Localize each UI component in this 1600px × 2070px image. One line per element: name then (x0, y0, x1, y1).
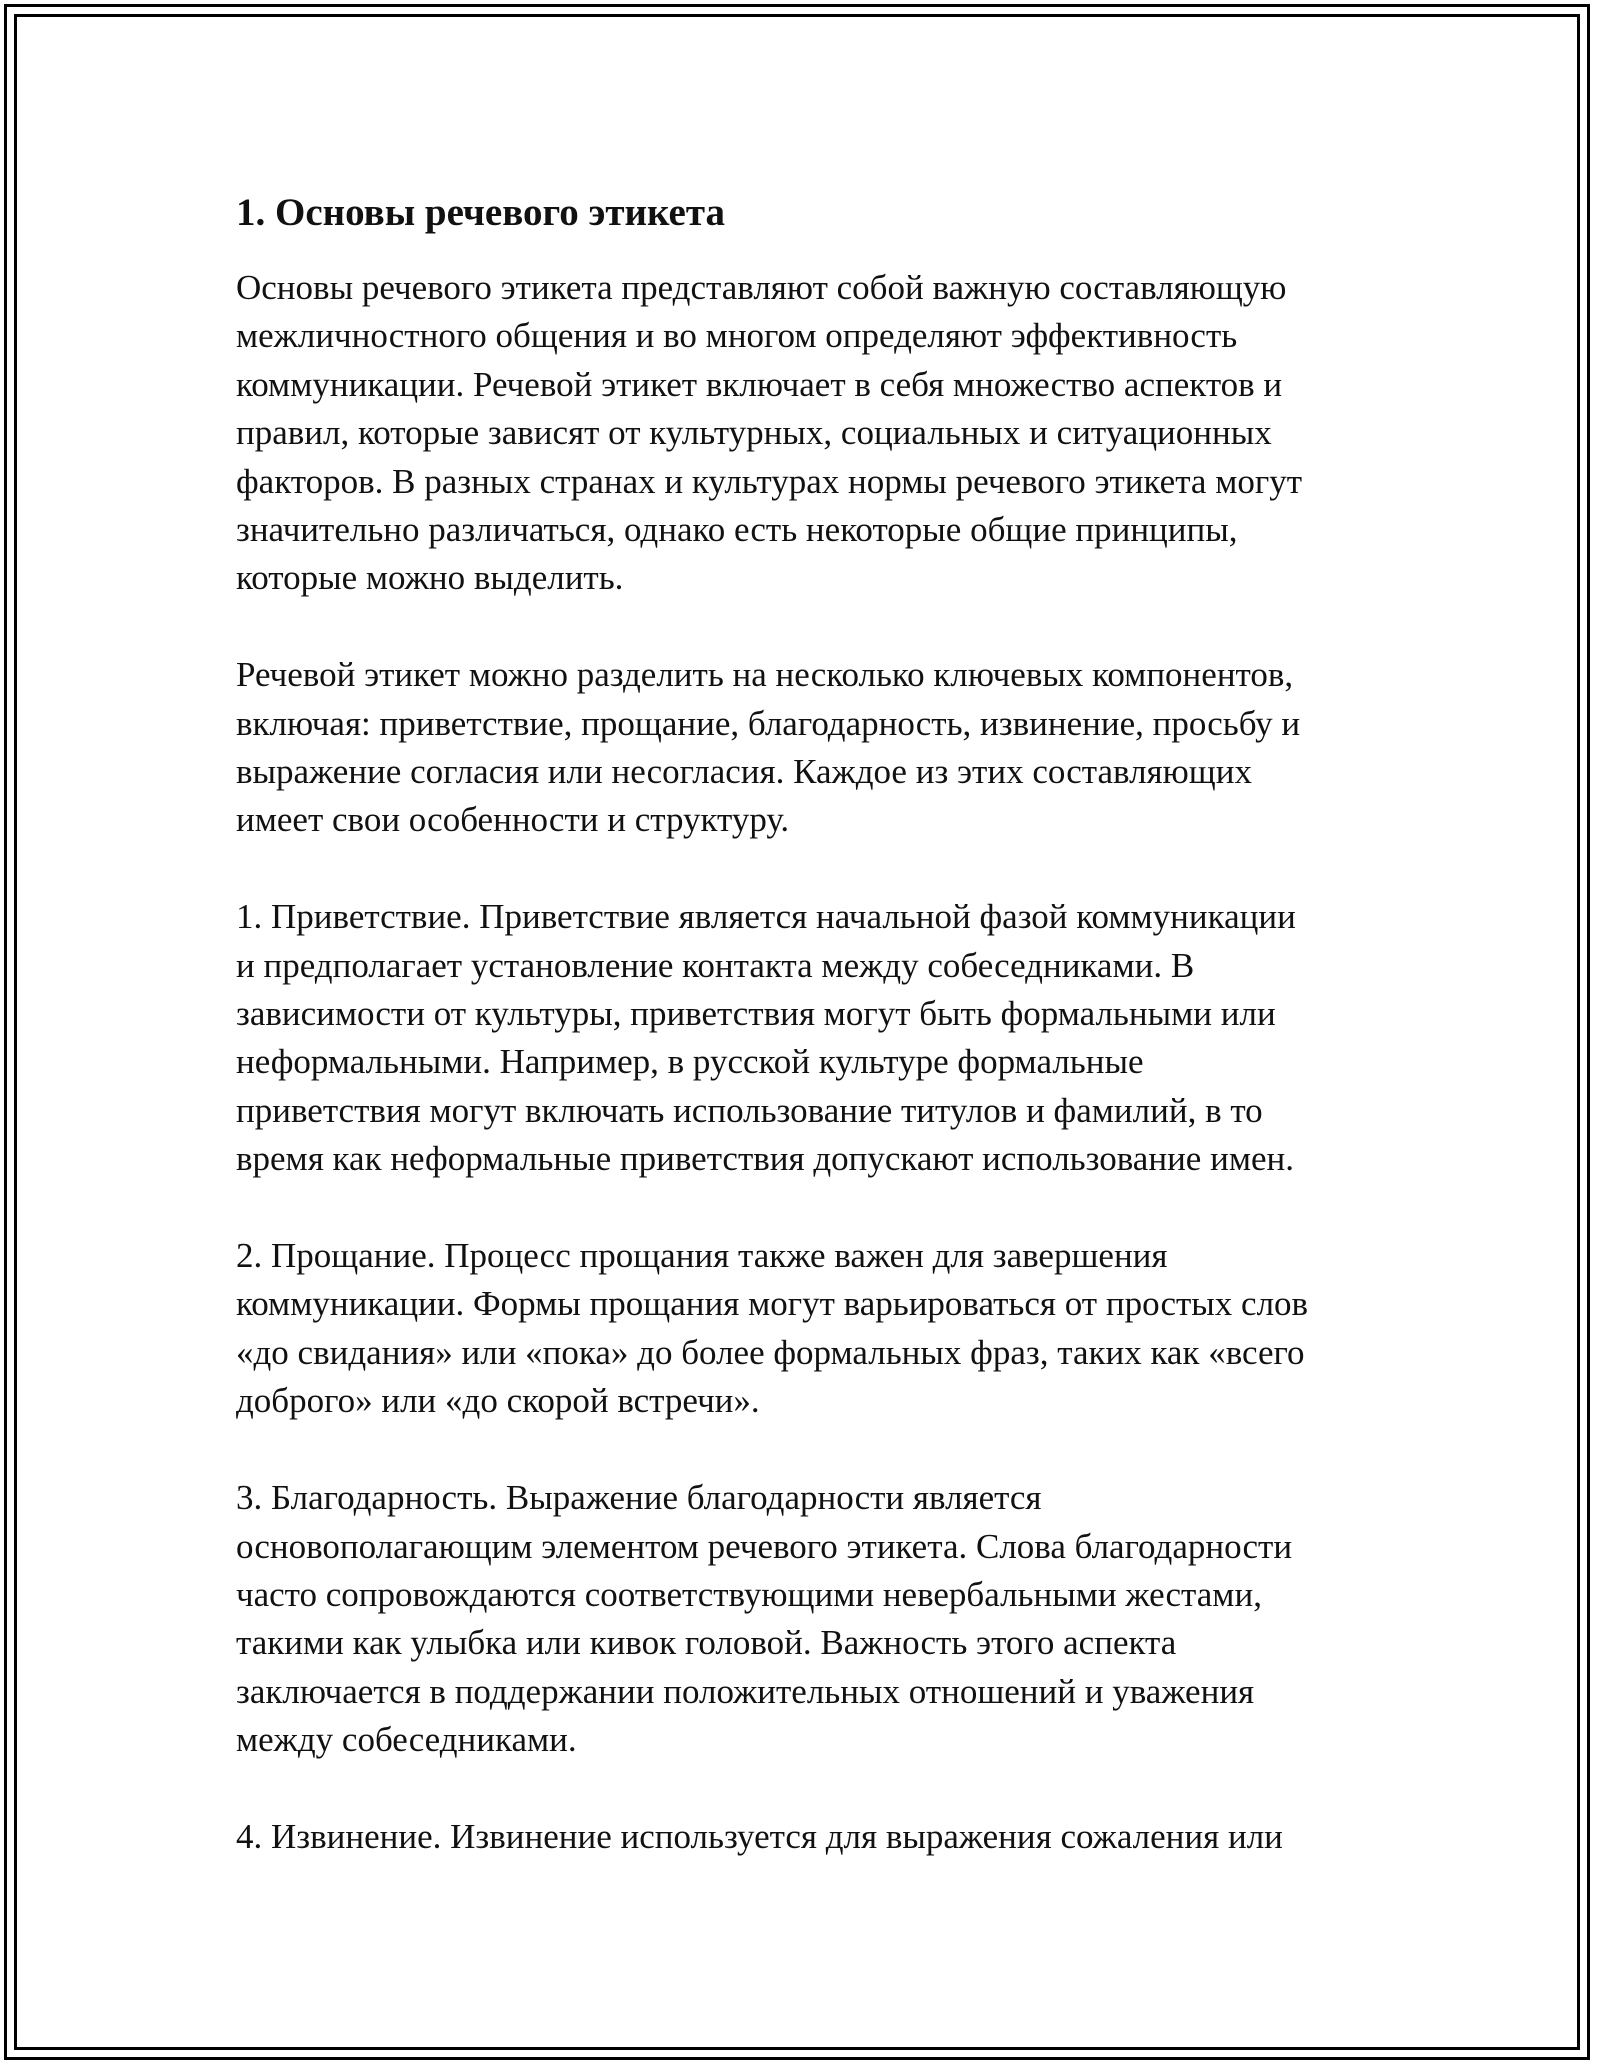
text-line: основополагающим элементом речевого этикета. Слова благодарности (236, 1526, 1293, 1566)
text-line: которые можно выделить. (236, 558, 624, 598)
document-body (236, 182, 1376, 1861)
text-line: зависимости от культуры, приветствия могут быть формальными или (236, 994, 1276, 1034)
text-line: 3. Благодарность. Выражение благодарности является (236, 1478, 1042, 1518)
paragraph-break (236, 845, 1376, 893)
text-line: между собеседниками. (236, 1720, 577, 1760)
text-line: Речевой этикет можно разделить на несколько ключевых компонентов, (236, 655, 1294, 695)
paragraph-break (236, 603, 1376, 651)
text-line: неформальными. Например, в русской культуре формальные (236, 1042, 1144, 1082)
text-line: «до свидания» или «пока» до более формальных фраз, таких как «всего (236, 1332, 1305, 1372)
text-line: выражение согласия или несогласия. Каждое из этих составляющих (236, 752, 1252, 792)
text-line: имеет свои особенности и структуру. (236, 800, 790, 840)
text-line: коммуникации. Речевой этикет включает в себя множество аспектов и (236, 364, 1283, 404)
paragraph-break (236, 1184, 1376, 1232)
paragraph-break (236, 1765, 1376, 1813)
text-line: доброго» или «до скорой встречи». (236, 1381, 760, 1421)
text-line: значительно различаться, однако есть некоторые общие принципы, (236, 510, 1238, 550)
text-line: межличностного общения и во многом определяют эффективность (236, 316, 1238, 356)
text-line: время как неформальные приветствия допускают использование имен. (236, 1139, 1294, 1179)
text-line: приветствия могут включать использование титулов и фамилий, в то (236, 1090, 1263, 1130)
text-line: 4. Извинение. Извинение используется для выражения сожаления или (236, 1816, 1283, 1856)
text-line: 1. Приветствие. Приветствие является начальной фазой коммуникации (236, 897, 1296, 937)
text-line: включая: приветствие, прощание, благодарность, извинение, просьбу и (236, 703, 1301, 743)
text-line: факторов. В разных странах и культурах нормы речевого этикета могут (236, 461, 1302, 501)
text-line: часто сопровождаются соответствующими невербальными жестами, (236, 1574, 1262, 1614)
text-line: такими как улыбка или кивок головой. Важность этого аспекта (236, 1623, 1177, 1663)
text-line: 2. Прощание. Процесс прощания также важен для завершения (236, 1236, 1168, 1276)
text-line: правил, которые зависят от культурных, социальных и ситуационных (236, 413, 1272, 453)
text-line: коммуникации. Формы прощания могут варьироваться от простых слов (236, 1284, 1309, 1324)
text-line: и предполагает установление контакта между собеседниками. В (236, 945, 1195, 985)
document-text (236, 264, 1376, 1861)
text-line: заключается в поддержании положительных отношений и уважения (236, 1671, 1255, 1711)
section-heading: 1. Основы речевого этикета (236, 191, 725, 234)
paragraph-break (236, 1426, 1376, 1474)
text-line: Основы речевого этикета представляют собой важную составляющую (236, 268, 1287, 307)
